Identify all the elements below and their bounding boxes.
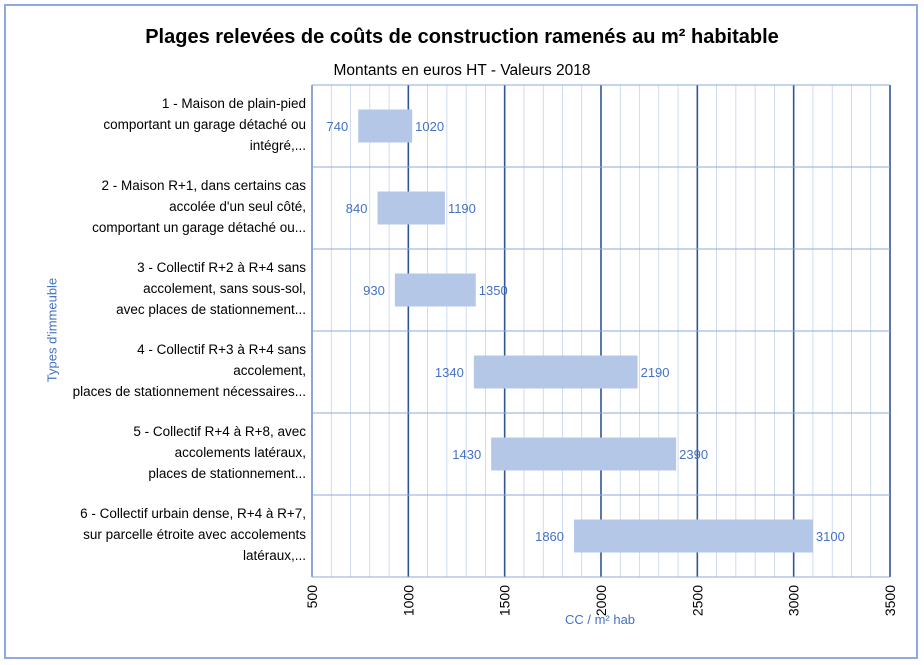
- category-label-line: comportant un garage détaché ou: [103, 117, 306, 132]
- data-label-min: 1430: [452, 447, 482, 462]
- category-label-line: 6 - Collectif urbain dense, R+4 à R+7,: [80, 506, 306, 521]
- data-label-max: 1190: [447, 201, 476, 216]
- category-label-line: intégré,...: [249, 138, 306, 153]
- range-bar: [395, 274, 476, 307]
- category-label-line: 4 - Collectif R+3 à R+4 sans: [137, 342, 306, 357]
- data-label-min: 1340: [434, 365, 464, 380]
- x-tick-label: 2500: [689, 585, 706, 617]
- data-label-max: 2390: [679, 447, 709, 462]
- data-label-max: 1350: [478, 283, 508, 298]
- category-label-line: accolements latéraux,: [174, 445, 306, 460]
- category-label-line: avec places de stationnement...: [116, 302, 306, 317]
- range-bar: [474, 356, 638, 389]
- x-tick-label: 1500: [496, 585, 513, 617]
- category-label-line: 3 - Collectif R+2 à R+4 sans: [137, 260, 306, 275]
- category-label-line: 1 - Maison de plain-pied: [161, 96, 306, 111]
- category-label-line: accolée d'un seul côté,: [169, 199, 306, 214]
- category-label-line: 2 - Maison R+1, dans certains cas: [101, 178, 306, 193]
- category-label-line: comportant un garage détaché ou...: [92, 220, 306, 235]
- data-label-min: 740: [326, 119, 349, 134]
- category-label-line: sur parcelle étroite avec accolements: [83, 527, 306, 542]
- x-tick-label: 1000: [400, 585, 417, 617]
- category-label-line: places de stationnement nécessaires...: [72, 384, 306, 399]
- x-tick-label: 2000: [593, 585, 609, 617]
- x-axis-title: CC / m² hab: [564, 612, 636, 627]
- x-tick-label: 3000: [785, 585, 802, 617]
- category-label-line: accolement,: [233, 363, 306, 378]
- data-label-max: 3100: [815, 529, 845, 544]
- data-label-min: 930: [363, 283, 385, 298]
- data-label-max: 2190: [640, 365, 670, 380]
- category-label-line: latéraux,...: [242, 548, 306, 563]
- data-label-min: 1860: [535, 529, 565, 544]
- data-label-max: 1020: [415, 119, 445, 134]
- category-label-line: places de stationnement...: [148, 466, 306, 481]
- range-bar: [574, 520, 813, 553]
- range-bar: [491, 438, 676, 471]
- range-bar: [358, 110, 412, 143]
- x-tick-label: 500: [304, 585, 320, 609]
- data-label-min: 840: [345, 201, 368, 216]
- category-label-line: accolement, sans sous-sol,: [143, 281, 306, 296]
- chart-title: Plages relevées de coûts de construction ramenés au m² habitable: [145, 26, 779, 48]
- range-bar: [378, 192, 445, 225]
- category-label-line: 5 - Collectif R+4 à R+8, avec: [133, 424, 306, 439]
- x-tick-label: 3500: [882, 585, 898, 617]
- chart-subtitle: Montants en euros HT - Valeurs 2018: [333, 62, 591, 79]
